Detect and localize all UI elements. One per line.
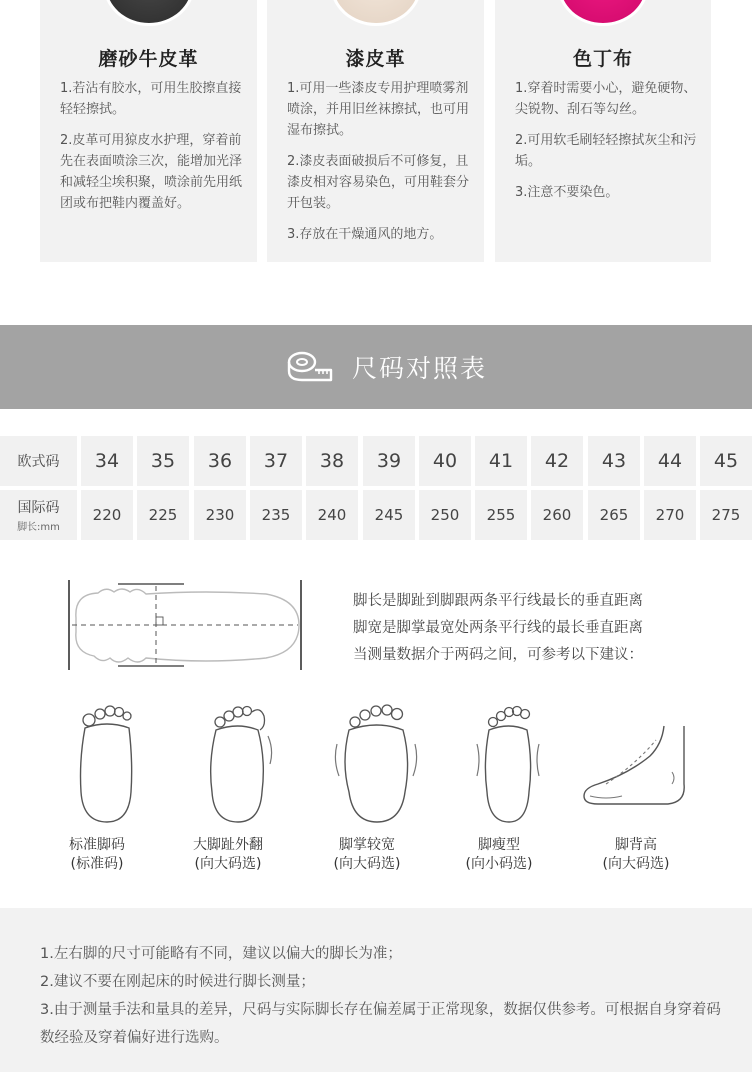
eu-size-label: 欧式码: [17, 454, 60, 470]
foot-length-cell: 240: [306, 490, 358, 540]
foot-type-high-instep: [566, 700, 706, 880]
card-item: 1.可用一些漆皮专用护理喷雾剂喷涂，并用旧丝袜擦拭，也可用湿布擦拭。: [287, 81, 470, 138]
satin-swatch: [557, 0, 649, 26]
tape-measure-icon: [286, 349, 334, 385]
card-title: 漆皮革: [345, 48, 406, 70]
foot-type-name: 脚背高: [615, 837, 657, 853]
foot-length-cell: 275: [700, 490, 752, 540]
foot-type-bunion: [158, 700, 298, 880]
banner-inner: [286, 349, 487, 385]
card-item: 3.注意不要染色。: [515, 185, 619, 200]
care-card-suede: [40, 0, 257, 262]
standard-foot-icon: [37, 700, 157, 826]
foot-type-note: (向大码选): [602, 856, 670, 872]
eu-size-cell: 38: [306, 436, 358, 486]
card-list: [287, 78, 472, 255]
eu-size-cell: 40: [419, 436, 471, 486]
size-chart-title: 尺码对照表: [352, 354, 488, 383]
care-card-patent: [267, 0, 484, 262]
foot-type-name: 脚瘦型: [478, 837, 520, 853]
card-list: [515, 78, 699, 213]
notes-panel: [0, 908, 752, 1072]
foot-length-cell: 260: [531, 490, 583, 540]
eu-size-cell: 34: [81, 436, 133, 486]
foot-type-name: 大脚趾外翻: [193, 837, 263, 853]
foot-length-cell: 255: [475, 490, 527, 540]
desc-line: 当测量数据介于两码之间，可参考以下建议：: [353, 647, 643, 663]
eu-size-cell: 35: [137, 436, 189, 486]
eu-size-row: [0, 436, 752, 486]
suede-swatch: [103, 0, 195, 26]
foot-length-cell: 265: [588, 490, 640, 540]
desc-line: 脚长是脚趾到脚跟两条平行线最长的垂直距离: [353, 593, 643, 609]
card-title: 色丁布: [572, 48, 633, 70]
card-item: 3.存放在干燥通风的地方。: [287, 227, 443, 242]
card-item: 2.可用软毛刷轻轻擦拭灰尘和污垢。: [515, 133, 697, 169]
eu-size-cell: 36: [194, 436, 246, 486]
wide-foot-icon: [307, 700, 427, 826]
foot-type-slim: [429, 700, 569, 880]
card-item: 1.若沾有胶水，可用生胶擦直接轻轻擦拭。: [60, 81, 242, 117]
foot-type-name: 标准脚码: [69, 837, 125, 853]
foot-type-note: (向大码选): [333, 856, 401, 872]
foot-length-cell: 230: [194, 490, 246, 540]
high-instep-foot-icon: [576, 700, 696, 826]
card-list: [60, 78, 245, 224]
foot-measure-diagram: [66, 578, 306, 672]
foot-length-cell: 270: [644, 490, 696, 540]
eu-size-header: [0, 436, 77, 486]
care-card-satin: [495, 0, 711, 262]
foot-length-cell: 245: [363, 490, 415, 540]
card-item: 1.穿着时需要小心，避免硬物、尖锐物、刮石等勾丝。: [515, 81, 697, 117]
card-item: 2.漆皮表面破损后不可修复，且漆皮相对容易染色，可用鞋套分开包装。: [287, 154, 470, 211]
foot-length-cell: 225: [137, 490, 189, 540]
intl-size-header: [0, 490, 77, 540]
foot-type-note: (向小码选): [465, 856, 533, 872]
foot-type-note: (向大码选): [194, 856, 262, 872]
intl-size-label: 国际码: [17, 500, 60, 516]
card-item: 2.皮革可用猄皮水护理，穿着前先在表面喷涂三次，能增加光泽和减轻尘埃积聚，喷涂前先用纸团或布把鞋内覆盖好。: [60, 133, 243, 211]
foot-length-unit: 脚长:mm: [17, 522, 60, 533]
eu-size-cell: 42: [531, 436, 583, 486]
note-item: 3.由于测量手法和量具的差异，尺码与实际脚长存在偏差属于正常现象，数据仅供参考。可根据自身穿着码数经验及穿着偏好进行选购。: [40, 1002, 721, 1046]
foot-type-wide: [297, 700, 437, 880]
size-chart-banner: [0, 325, 752, 409]
notes-list: [40, 940, 722, 1052]
eu-size-cell: 44: [644, 436, 696, 486]
eu-size-cell: 43: [588, 436, 640, 486]
patent-swatch: [330, 0, 422, 26]
foot-length-cell: 250: [419, 490, 471, 540]
eu-size-cell: 39: [363, 436, 415, 486]
desc-line: 脚宽是脚掌最宽处两条平行线的最长垂直距离: [353, 620, 643, 636]
eu-size-cell: 45: [700, 436, 752, 486]
foot-length-cell: 235: [250, 490, 302, 540]
note-item: 1.左右脚的尺寸可能略有不同，建议以偏大的脚长为准；: [40, 946, 402, 962]
care-cards: [0, 0, 752, 262]
foot-type-name: 脚掌较宽: [339, 837, 395, 853]
foot-type-note: (标准码): [70, 856, 124, 872]
measure-description: [353, 588, 643, 669]
card-title: 磨砂牛皮革: [98, 48, 199, 70]
bunion-foot-icon: [168, 700, 288, 826]
note-item: 2.建议不要在刚起床的时候进行脚长测量；: [40, 974, 315, 990]
foot-types: [0, 700, 752, 880]
foot-type-standard: [27, 700, 167, 880]
eu-size-cell: 37: [250, 436, 302, 486]
foot-length-cell: 220: [81, 490, 133, 540]
eu-size-cell: 41: [475, 436, 527, 486]
intl-size-row: [0, 490, 752, 540]
slim-foot-icon: [439, 700, 559, 826]
